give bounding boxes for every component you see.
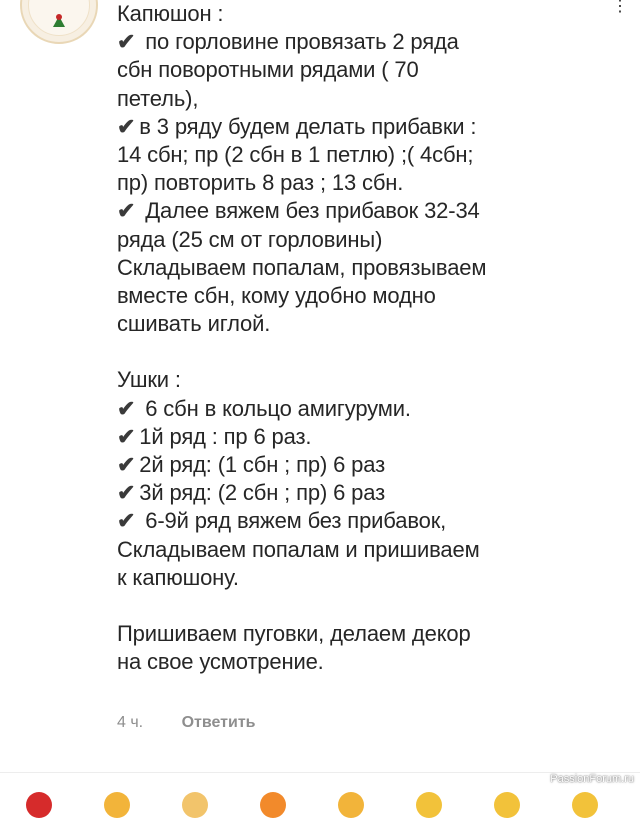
comment-meta [117, 714, 256, 732]
comment-line [117, 366, 627, 394]
raised-hands-emoji-icon[interactable] [338, 792, 364, 818]
blank-line [117, 592, 627, 620]
comment-line [117, 282, 627, 310]
comment-line [117, 141, 627, 169]
comment-line-text: Ушки : [117, 367, 181, 393]
comment-line [117, 648, 627, 676]
comment-line-text: Капюшон : [117, 1, 224, 26]
comment-line [117, 226, 627, 254]
comment-line-text: 2й ряд: (1 сбн ; пр) 6 раз [139, 452, 386, 477]
comment-line-text: Складываем попалам, провязываем [117, 254, 487, 280]
fire-emoji-icon[interactable] [260, 792, 286, 818]
comment-line [117, 507, 627, 535]
comment-line-text: Пришиваем пуговки, делаем декор [117, 621, 471, 647]
surprised-emoji-icon[interactable] [572, 792, 598, 818]
comment-line [117, 169, 627, 197]
checkmark-icon: ✔ [117, 198, 136, 224]
comment-line-text: Складываем попалам и пришиваем [117, 536, 480, 562]
comment-line [117, 423, 627, 451]
comment-timestamp: 4 ч. [117, 714, 144, 731]
comment-line-text: Далее вяжем без прибавок 32-34 [139, 198, 480, 224]
comment-line [117, 197, 627, 225]
comment-line-text: ряда (25 см от горловины) [117, 226, 383, 252]
checkmark-icon: ✔ [117, 29, 136, 55]
comment-line [117, 620, 627, 648]
checkmark-icon: ✔ [117, 452, 136, 477]
checkmark-icon: ✔ [117, 113, 136, 139]
comment-line-text: к капюшону. [117, 564, 239, 590]
checkmark-icon: ✔ [117, 508, 136, 534]
comment-line-text: 14 сбн; пр (2 сбн в 1 петлю) ;( 4сбн; [117, 141, 474, 167]
reply-button[interactable]: Ответить [181, 714, 256, 731]
clap-emoji-icon[interactable] [182, 792, 208, 818]
emoji-reaction-bar [0, 788, 640, 800]
blank-line [117, 338, 627, 366]
heart-eyes-emoji-icon[interactable] [104, 792, 130, 818]
comment-line [117, 113, 627, 141]
comment-line [117, 0, 627, 28]
comment-line [117, 85, 627, 113]
comment-line [117, 254, 627, 282]
comment-line [117, 395, 627, 423]
comment-line-text: сшивать иглой. [117, 311, 271, 337]
heart-eyes-cat-emoji-icon[interactable] [494, 792, 520, 818]
comment-line [117, 451, 627, 479]
comment-line-text: 3й ряд: (2 сбн ; пр) 6 раз [139, 480, 386, 506]
comment-line-text: 1й ряд : пр 6 раз. [139, 423, 312, 449]
comment-line-text: по горловине провязать 2 ряда [139, 29, 459, 55]
heart-emoji-icon[interactable] [26, 792, 52, 818]
tree-ornament-icon [56, 14, 62, 20]
checkmark-icon: ✔ [117, 395, 136, 421]
checkmark-icon: ✔ [117, 423, 136, 449]
comment-line-text: сбн поворотными рядами ( 70 [117, 57, 419, 83]
comment-line [117, 564, 627, 592]
comment-line-text: петель), [117, 85, 199, 111]
comment-line-text: вместе сбн, кому удобно модно [117, 282, 436, 308]
comment-line [117, 56, 627, 84]
comment-line [117, 310, 627, 338]
comment-line-text: на свое усмотрение. [117, 649, 324, 675]
comment-line-text: 6-9й ряд вяжем без прибавок, [139, 508, 447, 534]
comment-text [117, 0, 627, 677]
comment-line-text: пр) повторить 8 раз ; 13 сбн. [117, 170, 404, 196]
watermark: PassionForum.ru [550, 773, 634, 785]
comment-line-text: 6 сбн в кольцо амигуруми. [139, 395, 411, 421]
comment-line [117, 536, 627, 564]
checkmark-icon: ✔ [117, 480, 136, 506]
crying-emoji-icon[interactable] [416, 792, 442, 818]
brand-logo-icon[interactable] [20, 0, 98, 44]
comment-line [117, 479, 627, 507]
more-dots-icon[interactable]: ⋮ [612, 0, 628, 15]
comment-line [117, 28, 627, 56]
divider [0, 772, 640, 773]
comment-line-text: в 3 ряду будем делать прибавки : [139, 113, 477, 139]
